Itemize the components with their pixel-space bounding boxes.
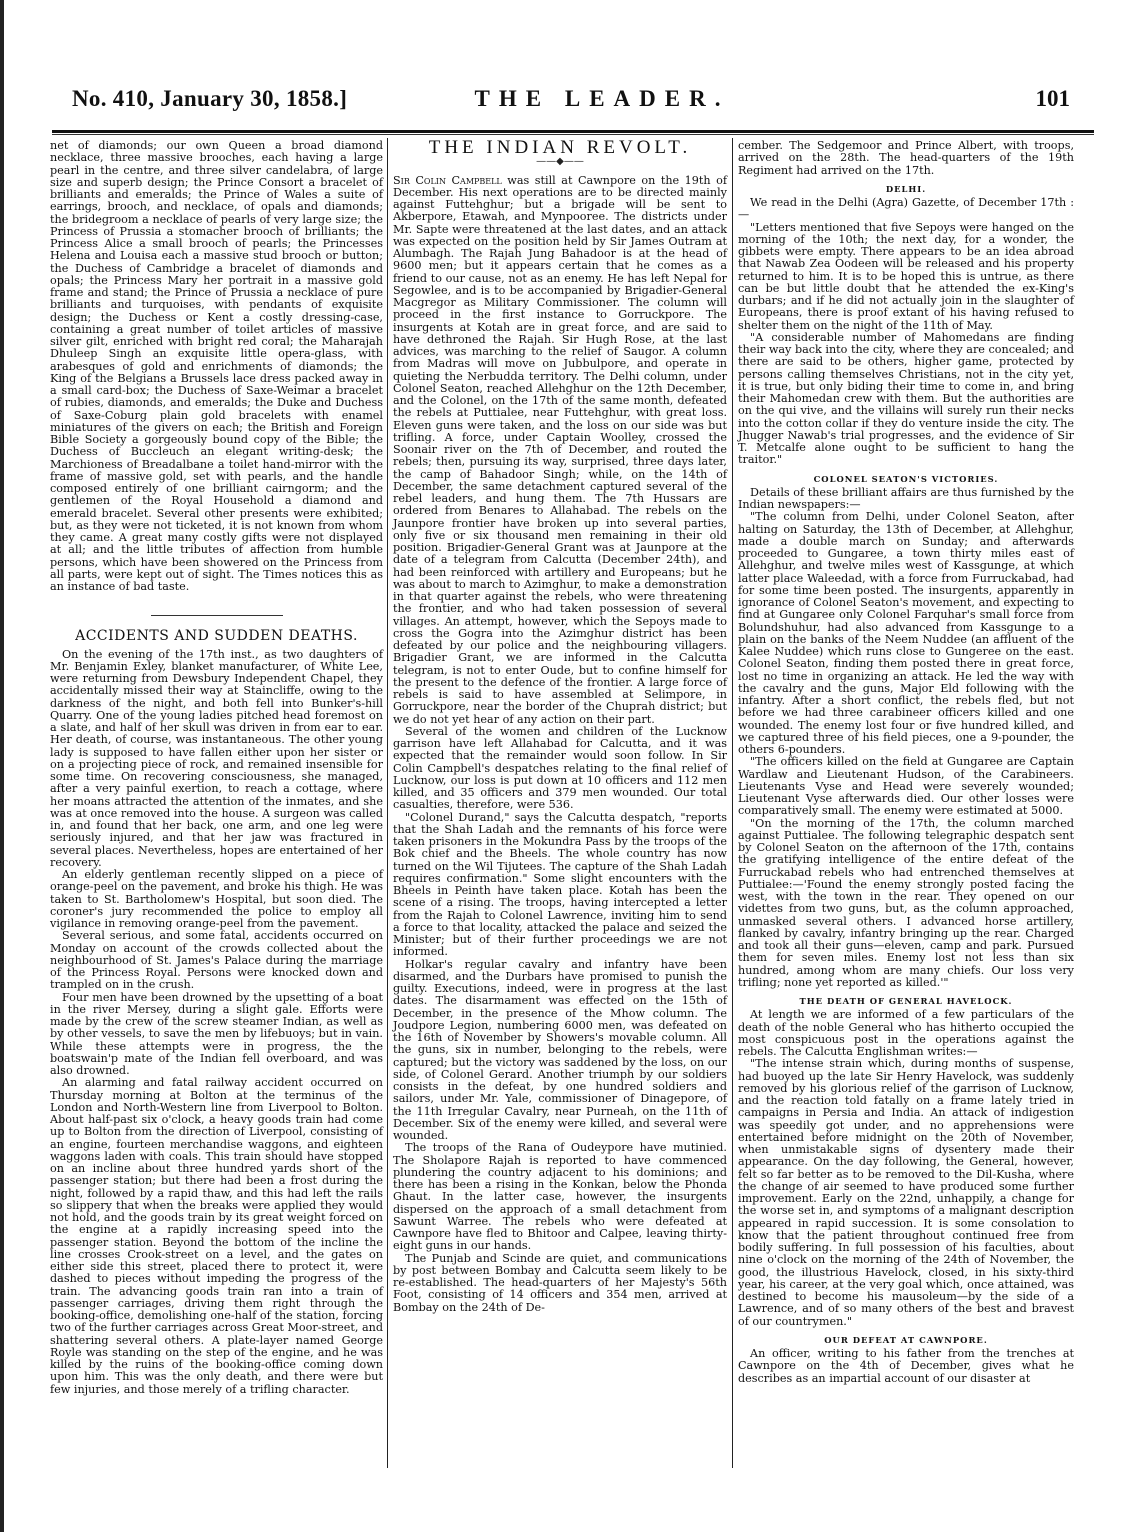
column-divider bbox=[387, 138, 388, 1468]
article-paragraph: Several serious, and some fatal, accidents occurred on Monday on account of the crowds collected about the neighbourhood of St. James's Palace during the marriage of the Princess Royal. Persons were knocked down and trampled on in the crush. bbox=[50, 929, 383, 992]
article-paragraph: Sir Colin Campbell was still at Cawnpore on the 19th of December. His next operations are to be directed mainly against Futtehghur; but a brigade will be sent to Akberpore, Etawah, and Mynpooree. The districts under Mr. Sapte were threatened at the last dates, and an attack was expected on the position held by Sir James Outram at Alumbagh. The Rajah Jung Bahadoor is at the head of 9600 men; but it appears certain that he comes as a friend to our cause, not as an enemy. He has left Nepal for Segowlee, and is to be accompanied by Brigadier-General Macgregor as Military Commissioner. The column will proceed in the first instance to Gorruckpore. The insurgents at Kotah are in great force, and are said to have dethroned the Rajah. Sir Hugh Rose, at the last advices, was marching to the relief of Saugor. A column from Madras will move on Jubbulpore, and operate in quieting the Nerbudda territory. The Delhi column, under Colonel Seaton, reached Allehghur on the 12th December, and the Colonel, on the 17th of the same month, defeated the rebels at Puttialee, near Futtehghur, with great loss. Eleven guns were taken, and the loss on our side was but trifling. A force, under Captain Woolley, crossed the Soonair river on the 7th of December, and routed the rebels; then, pursuing its way, surprised, three days later, the camp of Bahadoor Singh; while, on the 14th of December, the same detachment captured several of the rebel leaders, and hung them. The 7th Hussars are ordered from Benares to Allahabad. The rebels on the Jaunpore frontier have broken up into several parties, only five or six thousand men remaining in their old position. Brigadier-General Grant was at Jaunpore at the date of a telegram from Calcutta (December 24th), and had been reinforced with artillery and Europeans; but he was about to march to Azimghur, to make a demonstration in that quarter against the rebels, who were threatening the frontier, and who had taken possession of several villages. An attempt, however, which the Sepoys made to cross the Gogra into the Azimghur district has been defeated by our police and the neighbouring villagers. Brigadier Grant, we are informed in the Calcutta telegram, is not to enter Oude, but to confine himself for the present to the defence of the frontier. A large force of rebels is said to have assembled at Selimpore, in Gorruckpore, near the border of the Chuprah district; but we do not yet hear of any action on their part. bbox=[393, 173, 728, 726]
masthead-rule bbox=[52, 130, 1094, 133]
article-paragraph: Several of the women and children of the Lucknow garrison have left Allahabad for Calcutta, and it was expected that the remainder would soon follow. In Sir Colin Campbell's despatches relating to the final relief of Lucknow, our loss is put down at 10 officers and 112 men killed, and 35 officers and 379 men wounded. Our total casualties, therefore, were 536. bbox=[393, 724, 727, 812]
article-paragraph: An officer, writing to his father from the trenches at Cawnpore on the 4th of December, gives what he describes as an impartial account of our disaster at bbox=[738, 1347, 1074, 1385]
article-paragraph: "On the morning of the 17th, the column marched against Puttialee. The following telegraphic despatch sent by Colonel Seaton on the afternoon of the 17th, contains the gratifying intelligence of the entire defeat of the Furruckabad rebels who had entrenched themselves at Puttialee:—'Found the enemy strongly posted facing the west, with the town in the rear. They opened on our videttes from two guns, but, as the column approached, unmasked several others. I advanced horse artillery, flanked by cavalry, infantry bringing up the rear. Charged and took all their guns—eleven, camp and park. Pursued them for seven miles. Enemy lost not less than six hundred, among whom are many chiefs. Our loss very trifling; none yet reported as killed.'" bbox=[738, 816, 1074, 989]
article-paragraph: An alarming and fatal railway accident occurred on Thursday morning at Bolton at the terminus of the London and North-Western line from Liverpool to Bolton. About half-past six o'clock, a heavy goods train had come up to Bolton from the direction of Liverpool, consisting of an engine, fourteen merchandise waggons, and eighteen waggons laden with coals. This train should have stopped on an incline about three hundred yards short of the passenger station; but there had been a frost during the night, followed by a rapid thaw, and this had left the rails so slippery that when the breaks were applied they would not hold, and the goods train by its great weight forced on the engine at a rapidly increasing speed into the passenger station. Beyond the bottom of the incline the line crosses Crook-street on a level, and the gates on either side this street, placed there to protect it, were dashed to pieces without impeding the progress of the train. The advancing goods train ran into a train of passenger carriages, driving them right through the booking-office, demolishing one-half of the station, forcing two of the further carriages across Great Moor-street, and shattering several others. A plate-layer named George Royle was standing on the step of the engine, and he was killed by the ruins of the booking-office coming down upon him. This was the only death, and there were but few injuries, and those merely of a trifling character. bbox=[50, 1076, 383, 1396]
section-title: ACCIDENTS AND SUDDEN DEATHS. bbox=[75, 628, 358, 645]
article-paragraph: "The officers killed on the field at Gungaree are Captain Wardlaw and Lieutenant Hudson, of the Carabineers. Lieutenants Vyse and Head were severely wounded; Lieutenant Vyse afterwards died. Our other losses were comparatively small. The enemy were estimated at 5000. bbox=[738, 755, 1074, 818]
article-paragraph: "The intense strain which, during months of suspense, had buoyed up the late Sir Henry Havelock, was suddenly removed by his glorious relief of the garrison of Lucknow, and the reaction told fatally on a frame lately tried in campaigns in Persia and India. An attack of indigestion was speedily got under, and no apprehensions were entertained before midnight on the 20th of November, when unmistakable signs of dysentery made their appearance. On the day following, the General, however, felt so far better as to be removed to the Dil-Kusha, where the change of air seemed to have produced some further improvement. Early on the 22nd, unhappily, a change for the worse set in, and symptoms of a malignant description appeared in rapid succession. It is some consolation to know that the patient throughout continued free from bodily suffering. In full possession of his faculties, about nine o'clock on the morning of the 24th of November, the good, the illustrious Havelock, closed, in his sixty-third year, his career, at the very goal which, once attained, was destined to become his mausoleum—by the side of a Lawrence, and of so many others of the best and bravest of our countrymen." bbox=[738, 1057, 1074, 1328]
issue-date: No. 410, January 30, 1858.] bbox=[72, 86, 348, 111]
column-divider bbox=[732, 138, 733, 1468]
page-edge bbox=[0, 0, 4, 1532]
subsection-title: DELHI. bbox=[885, 183, 927, 194]
article-paragraph: We read in the Delhi (Agra) Gazette, of December 17th :— bbox=[738, 196, 1074, 222]
article-paragraph: The troops of the Rana of Oudeypore have mutinied. The Sholapore Rajah is reported to have commenced plundering the country adjacent to his dominions; and there has been a rising in the Konkan, below the Phonda Ghaut. In the latter case, however, the insurgents dispersed on the approach of a small detachment from Sawunt Warree. The rebels who were defeated at Cawnpore have fled to Bhitoor and Calpee, leaving thirty-eight guns in our hands. bbox=[393, 1141, 727, 1253]
article-paragraph: "Letters mentioned that five Sepoys were hanged on the morning of the 10th; the next day, for a wonder, the gibbets were empty. There appears to be an idea abroad that Nawab Zea Oodeen will be released and his property returned to him. It is to be hoped this is untrue, as there can be but little doubt that he attended the ex-King's durbars; and if he did not actually join in the slaughter of Europeans, there is proof extant of his having refused to shelter them on the night of the 11th of May. bbox=[738, 220, 1074, 332]
section-divider bbox=[151, 615, 283, 616]
article-paragraph: Details of these brilliant affairs are thus furnished by the Indian newspapers:— bbox=[738, 485, 1074, 511]
subsection-title: OUR DEFEAT AT CAWNPORE. bbox=[824, 1334, 988, 1345]
article-paragraph: Holkar's regular cavalry and infantry have been disarmed, and the Durbars have promised to punish the guilty. Executions, indeed, were in progress at the last dates. The disarmament was effected on the 15th of December, in the presence of the Mhow column. The Joudpore Legion, numbering 6000 men, was defeated on the 16th of November by Showers's movable column. All the guns, six in number, belonging to the rebels, were captured; but the victory was saddened by the loss, on our side, of Colonel Gerard. Another triumph by our soldiers consists in the defeat, by one hundred soldiers and sailors, under Mr. Yale, commissioner of Dinagepore, of the 11th Irregular Cavalry, near Purneah, on the 11th of December. Six of the enemy were killed, and several were wounded. bbox=[393, 957, 727, 1142]
article-paragraph: "The column from Delhi, under Colonel Seaton, after halting on Saturday, the 13th of December, at Allehghur, made a double march on Sunday; and afterwards proceeded to Gungaree, a town thirty miles east of Allehghur, and twelve miles west of Kassgunge, at which latter place Waleedad, with a force from Furruckabad, had for some time been posted. The insurgents, apparently in ignorance of Colonel Seaton's movement, and expecting to find at Gungaree only Colonel Farquhar's small force from Bolundshuhur, had also advanced from Kassgunge to a plain on the banks of the Neem Nuddee (an affluent of the Kalee Nuddee) which runs close to Gungeree on the east. Colonel Seaton, finding them posted there in great force, lost no time in organizing an attack. He led the way with the cavalry and the guns, Major Eld following with the infantry. After a short conflict, the rebels fled, but not before we had three carabineer officers killed and one wounded. The enemy lost four or five hundred killed, and we captured three of his field pieces, one a 9-pounder, the others 6-pounders. bbox=[738, 510, 1074, 756]
newspaper-title: THE LEADER. bbox=[474, 86, 730, 111]
article-paragraph: On the evening of the 17th inst., as two daughters of Mr. Benjamin Exley, blanket manufacturer, of White Lee, were returning from Dewsbury Independent Chapel, they accidentally missed their way at Staincliffe, owing to the darkness of the night, and both fell into Bunker's-hill Quarry. One of the young ladies pitched head foremost on a slate, and half of her skull was driven in from ear to ear. Her death, of course, was instantaneous. The other young lady is supposed to have fallen either upon her sister or on a projecting piece of rock, and remained insensible for some time. On recovering consciousness, she managed, after a very painful exertion, to reach a cottage, where her moans attracted the attention of the inmates, and she was at once removed into the house. A surgeon was called in, and found that her back, one arm, and one leg were seriously injured, and that her jaw was fractured in several places. Nevertheless, hopes are entertained of her recovery. bbox=[50, 647, 383, 869]
masthead bbox=[72, 86, 1110, 116]
article-paragraph: cember. The Sedgemoor and Prince Albert, with troops, arrived on the 28th. The head-quarters of the 19th Regiment had arrived on the 17th. bbox=[738, 139, 1074, 177]
lead-name: Sir Colin Campbell bbox=[393, 173, 502, 187]
article-paragraph: At length we are informed of a few particulars of the death of the noble General who has hitherto occupied the most conspicuous post in the operations against the rebels. The Calcutta Englishman writes:— bbox=[738, 1008, 1074, 1058]
page-number: 101 bbox=[1035, 86, 1070, 111]
column-3 bbox=[738, 140, 1074, 1385]
article-paragraph: The Punjab and Scinde are quiet, and communications by post between Bombay and Calcutta seem likely to be re-established. The head-quarters of her Majesty's 56th Foot, consisting of 14 officers and 354 men, arrived at Bombay on the 24th of De- bbox=[393, 1251, 727, 1314]
article-paragraph: An elderly gentleman recently slipped on a piece of orange-peel on the pavement, and broke his thigh. He was taken to St. Bartholomew's Hospital, but soon died. The coroner's jury recommended the police to employ all vigilance in removing orange-peel from the pavement. bbox=[50, 868, 383, 930]
column-2 bbox=[393, 137, 728, 1314]
column-1 bbox=[50, 140, 383, 1396]
ornament-divider: ——◆—— bbox=[536, 156, 584, 168]
article-headline: THE INDIAN REVOLT. bbox=[428, 137, 692, 158]
subsection-title: THE DEATH OF GENERAL HAVELOCK. bbox=[799, 996, 1013, 1006]
article-paragraph: Four men have been drowned by the upsetting of a boat in the river Mersey, during a slight gale. Efforts were made by the crew of the screw steamer Indian, as well as by other vessels, to save the men by lifebuoys; but in vain. While these attempts were in progress, the the boatswain'p mate of the Indian fell overboard, and was also drowned. bbox=[50, 990, 383, 1077]
article-paragraph: net of diamonds; our own Queen a broad diamond necklace, three massive brooches, each having a large pearl in the centre, and three silver candelabra, of large size and superb design; the Prince Consort a bracelet of brilliants and emeralds; the Prince of Wales a suite of earrings, brooch, and necklace, of opals and diamonds; the bridegroom a necklace of pearls of very large size; the Princess of Prussia a stomacher brooch of brilliants; the Princess Alice a small brooch of pearls; the Princesses Helena and Louisa each a massive stud brooch or button; the Duchess of Cambridge a bracelet of diamonds and opals; the Princess Mary her portrait in a massive gold frame and stand; the Prince of Prussia a necklace of pure brilliants and turquoises, with pendants of exquisite design; the Duchess or Kent a costly dressing-case, containing a great number of toilet articles of massive silver gilt, enriched with bright red coral; the Maharajah Dhuleep Singh an exquisite little opera-glass, with arabesques of gold and enrichments of diamonds; the King of the Belgians a Brussels lace dress packed away in a small card-box; the Duchess of Saxe-Weimar a bracelet of rubies, diamonds, and emeralds; the Duke and Duchess of Saxe-Coburg plain gold bracelets with enamel miniatures of the givers on each; the British and Foreign Bible Society a gorgeously bound copy of the Bible; the Duchess of Buccleuch an elegant writing-desk; the Marchioness of Breadalbane a toilet hand-mirror with the frame of massive gold, set with pearls, and the handle composed entirely of one brilliant cairngorm; and the gentlemen of the Royal Household a diamond and emerald bracelet. Several other presents were exhibited; but, as they were not ticketed, it is not known from whom they came. A great many costly gifts were not displayed at all; and the little tributes of affection from humble persons, which have been showered on the Princess from all parts, were kept out of sight. The Times notices this as an instance of bad taste. bbox=[50, 139, 383, 593]
article-paragraph: "A considerable number of Mahomedans are finding their way back into the city, where they are concealed; and there are said to be others, higher game, protected by persons calling themselves Christians, not in the city yet, it is true, but only biding their time to come in, and bring their Mahomedan crew with them. But the authorities are on the qui vive, and the villains will surely run their necks into the cotton collar if they do venture inside the city. The Jhugger Nawab's trial progresses, and the evidence of Sir T. Metcalfe alone ought to be sufficient to hang the traitor." bbox=[738, 330, 1074, 467]
subsection-title: COLONEL SEATON'S VICTORIES. bbox=[813, 473, 999, 484]
article-paragraph: "Colonel Durand," says the Calcutta despatch, "reports that the Shah Ladah and the remnants of his force were taken prisoners in the Mokundra Pass by the troops of the Bok chief and the Bheels. The whole country has now turned on the Wil Tijutees. The capture of the Shah Ladah requires confirmation." Some slight encounters with the Bheels in Peinth have taken place. Kotah has been the scene of a rising. The troops, having intercepted a letter from the Rajah to Colonel Lawrence, inviting him to send a force to that locality, attacked the palace and seized the Minister; but of their further proceedings we are not informed. bbox=[393, 810, 727, 959]
masthead-rule-thin bbox=[52, 134, 1094, 135]
